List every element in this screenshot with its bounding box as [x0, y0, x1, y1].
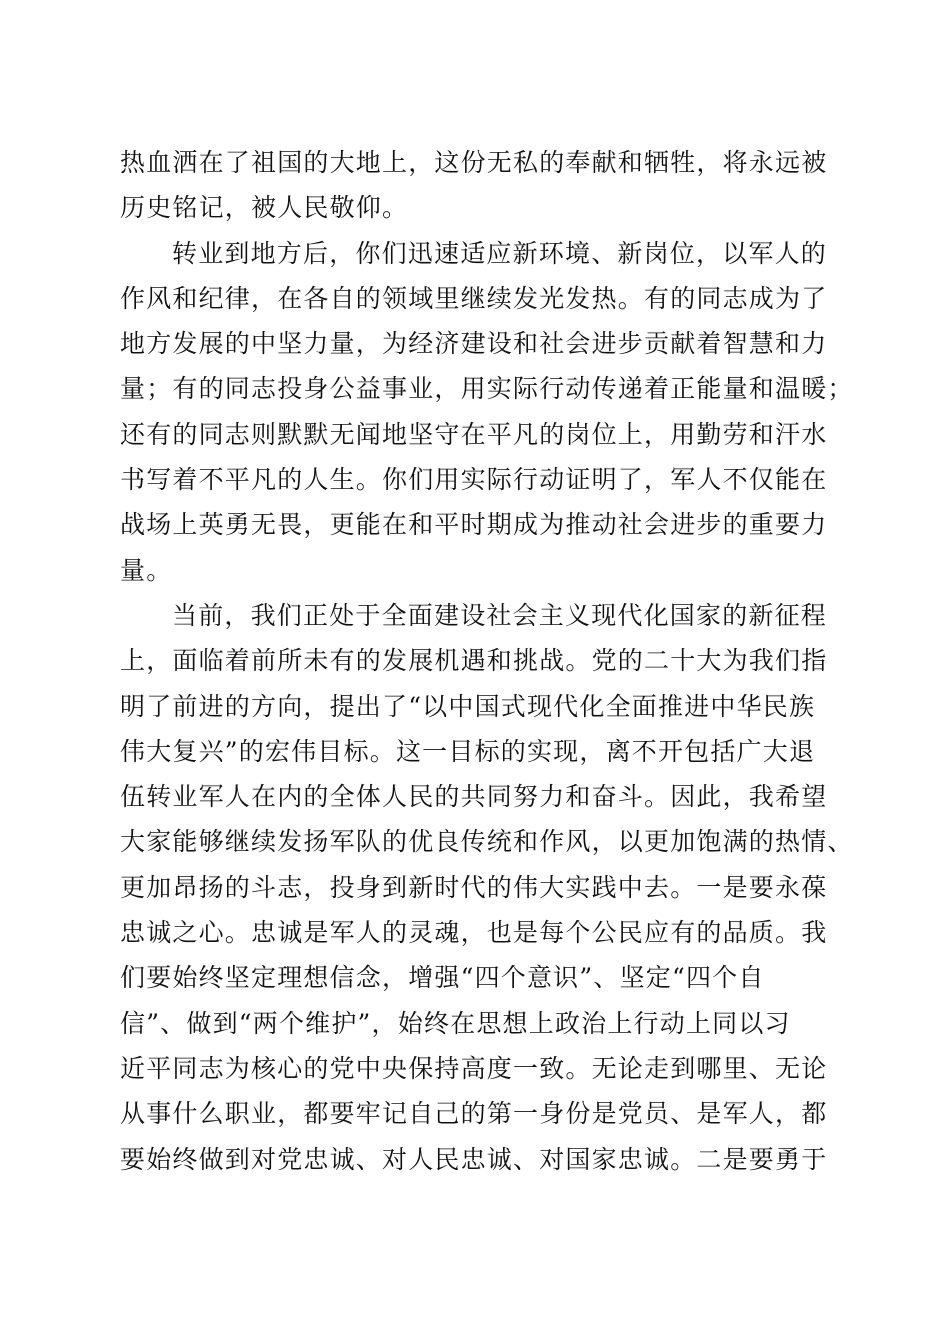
text-line: 们要始终坚定理想信念，增强“四个意识”、坚定“四个自 — [120, 963, 765, 993]
text-line: 转业到地方后，你们迅速适应新环境、新岗位，以军人的 — [172, 238, 828, 268]
text-line: 战场上英勇无畏，更能在和平时期成为推动社会进步的重要力 — [120, 510, 828, 540]
text-line: 作风和纪律，在各自的领域里继续发光发热。有的同志成为了 — [120, 283, 828, 313]
text-line: 当前，我们正处于全面建设社会主义现代化国家的新征程 — [172, 600, 828, 630]
text-line: 量；有的同志投身公益事业，用实际行动传递着正能量和温暖； — [120, 374, 854, 404]
text-line: 近平同志为核心的党中央保持高度一致。无论走到哪里、无论 — [120, 1053, 828, 1083]
text-line: 从事什么职业，都要牢记自己的第一身份是党员、是军人，都 — [120, 1099, 828, 1129]
text-line: 书写着不平凡的人生。你们用实际行动证明了，军人不仅能在 — [120, 465, 828, 495]
paragraph — [120, 140, 840, 231]
text-line: 明了前进的方向，提出了“以中国式现代化全面推进中华民族 — [120, 691, 816, 721]
text-line: 量。 — [120, 555, 173, 585]
text-line: 地方发展的中坚力量，为经济建设和社会进步贡献着智慧和力 — [120, 329, 828, 359]
text-line: 忠诚之心。忠诚是军人的灵魂，也是每个公民应有的品质。我 — [120, 918, 828, 948]
text-line: 伟大复兴”的宏伟目标。这一目标的实现，离不开包括广大退 — [120, 736, 816, 766]
text-line: 更加昂扬的斗志，投身到新时代的伟大实践中去。一是要永葆 — [120, 872, 828, 902]
paragraph — [120, 231, 854, 593]
body-text — [120, 140, 854, 1182]
text-line: 大家能够继续发扬军队的优良传统和作风，以更加饱满的热情、 — [120, 827, 854, 857]
text-line: 热血洒在了祖国的大地上，这份无私的奉献和牺牲，将永远被 — [120, 148, 828, 177]
text-line: 伍转业军人在内的全体人民的共同努力和奋斗。因此，我希望 — [120, 782, 828, 812]
text-line: 上，面临着前所未有的发展机遇和挑战。党的二十大为我们指 — [120, 646, 828, 676]
text-line: 还有的同志则默默无闻地坚守在平凡的岗位上，用勤劳和汗水 — [120, 419, 828, 449]
text-line: 历史铭记，被人民敬仰。 — [120, 193, 409, 223]
text-line: 要始终做到对党忠诚、对人民忠诚、对国家忠诚。二是要勇于 — [120, 1144, 828, 1174]
paragraph — [120, 593, 854, 1182]
text-line: 信”、做到“两个维护”，始终在思想上政治上行动上同以习 — [120, 1008, 791, 1038]
